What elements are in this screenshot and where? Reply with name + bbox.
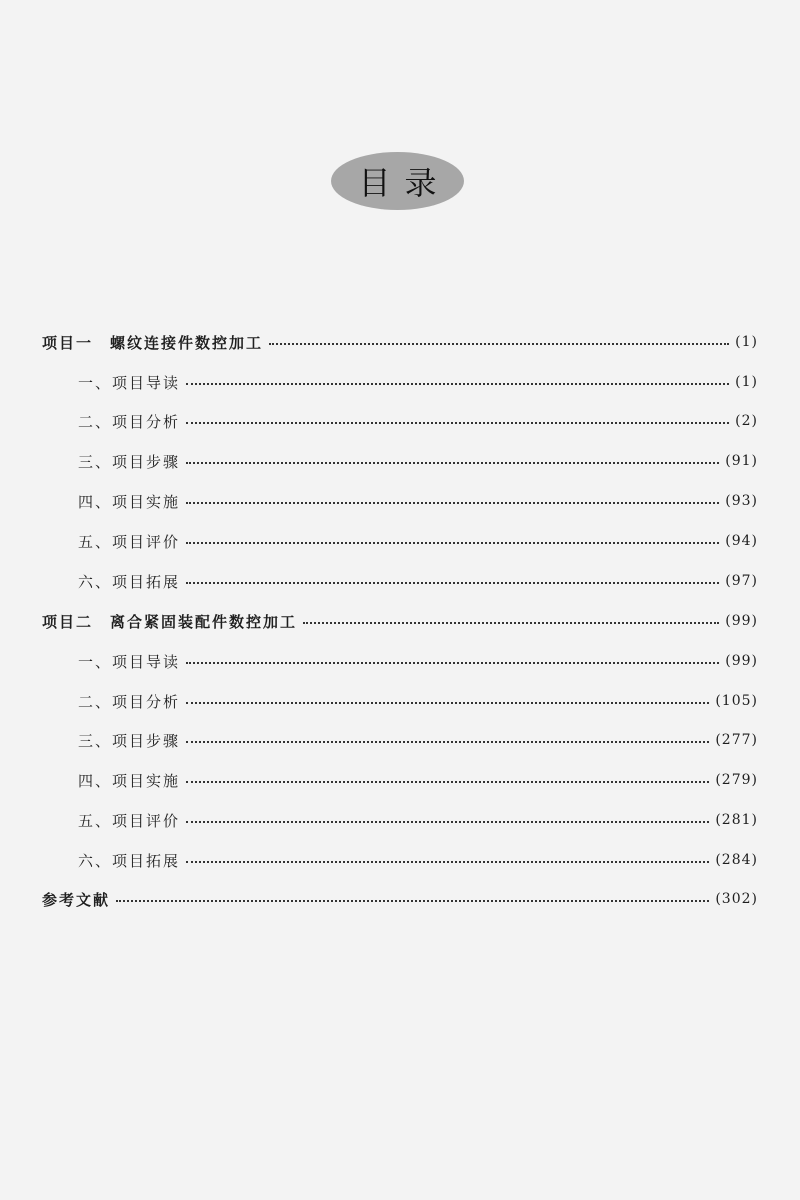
toc-entry-label: 二、项目分析 [78,412,181,431]
toc-entry-label: 五、项目评价 [78,532,181,551]
toc-entry-page: (1) [735,334,758,350]
toc-entry[interactable] [42,888,758,910]
toc-entry-label: 项目二 离合紧固装配件数控加工 [42,612,298,631]
leader-dots [269,343,729,345]
toc-entry-label: 项目一 螺纹连接件数控加工 [42,333,264,352]
leader-dots [186,821,709,823]
leader-dots [116,900,709,902]
toc-entry-page: (281) [715,812,758,828]
leader-dots [186,462,719,464]
leader-dots [186,861,709,863]
toc-entry-label: 四、项目实施 [78,771,181,790]
leader-dots [303,622,719,624]
toc-entry-label: 一、项目导读 [78,652,181,671]
leader-dots [186,542,719,544]
toc-entry-label: 参考文献 [42,890,111,909]
toc-entry[interactable] [78,450,758,472]
toc-entry-page: (94) [725,533,758,549]
leader-dots [186,781,709,783]
toc-entry-page: (279) [715,772,758,788]
leader-dots [186,422,729,424]
toc-entry[interactable] [78,570,758,592]
toc-entry-page: (284) [715,852,758,868]
toc-entry-page: (99) [725,613,758,629]
toc-entry-page: (93) [725,493,758,509]
leader-dots [186,582,719,584]
toc-entry[interactable] [42,610,758,632]
toc-entry-label: 六、项目拓展 [78,572,181,591]
toc-entry[interactable] [78,690,758,712]
toc-entry[interactable] [78,849,758,871]
toc-entry[interactable] [78,650,758,672]
toc-entry[interactable] [78,729,758,751]
toc-entry-page: (277) [715,732,758,748]
toc-entry[interactable] [42,331,758,353]
leader-dots [186,702,709,704]
toc-entry-label: 三、项目步骤 [78,452,181,471]
toc-entry-label: 五、项目评价 [78,811,181,830]
toc-entry-page: (97) [725,573,758,589]
toc-title-badge [331,152,464,210]
toc-entry[interactable] [78,410,758,432]
toc-entry-label: 一、项目导读 [78,373,181,392]
toc-entry[interactable] [78,371,758,393]
toc-entry-label: 六、项目拓展 [78,851,181,870]
leader-dots [186,741,709,743]
toc-entry-page: (1) [735,374,758,390]
toc-entry-page: (91) [725,453,758,469]
toc-entry-page: (105) [715,693,758,709]
toc-entry-label: 三、项目步骤 [78,731,181,750]
toc-entry[interactable] [78,769,758,791]
toc-entry[interactable] [78,809,758,831]
leader-dots [186,662,719,664]
toc-entry-page: (99) [725,653,758,669]
toc-entry[interactable] [78,530,758,552]
toc-entry-page: (302) [715,891,758,907]
toc-entry-page: (2) [735,413,758,429]
leader-dots [186,383,729,385]
toc-entry-label: 二、项目分析 [78,692,181,711]
toc-title: 目录 [358,164,451,202]
leader-dots [186,502,719,504]
toc-entry-label: 四、项目实施 [78,492,181,511]
toc-entry[interactable] [78,490,758,512]
